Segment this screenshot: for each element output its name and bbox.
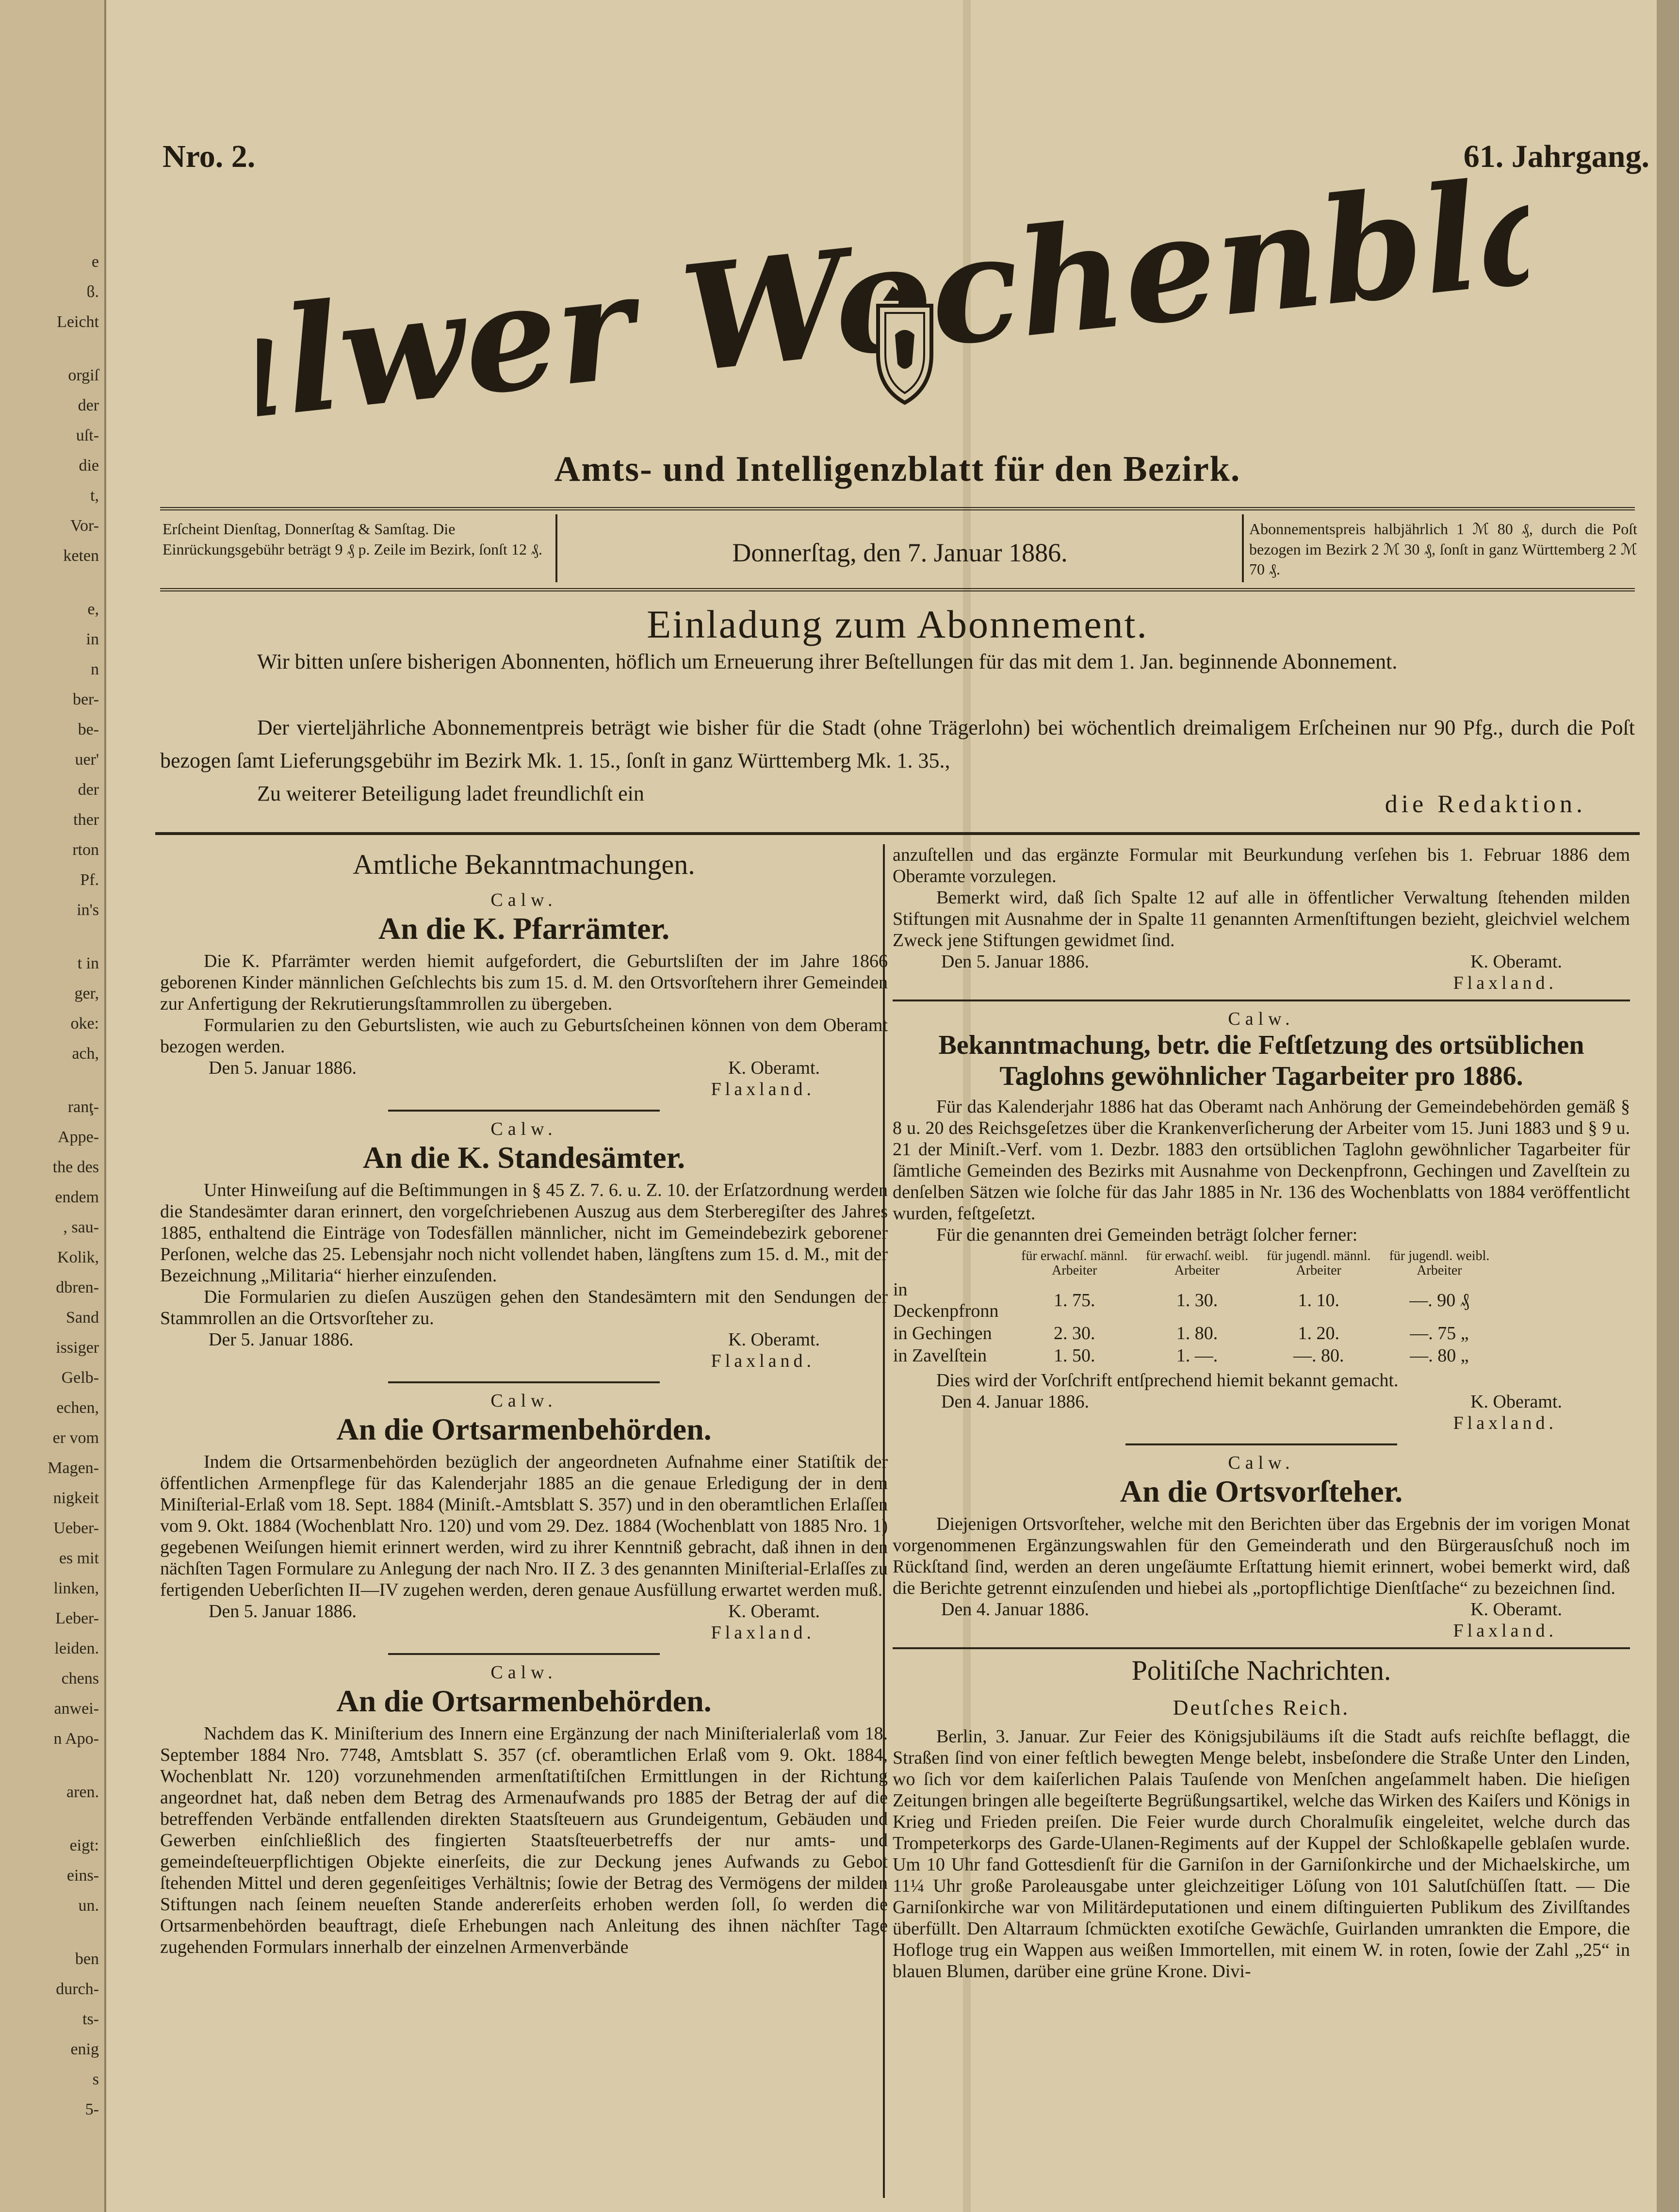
table-row bbox=[893, 1278, 1499, 1322]
adjacent-page-fragment: dbren- bbox=[56, 1278, 99, 1296]
info-divider bbox=[555, 514, 557, 582]
notice-date: Den 5. Januar 1886. bbox=[209, 1601, 357, 1622]
table-cell: 1. 20. bbox=[1298, 1323, 1339, 1344]
dateline-place: Calw. bbox=[490, 1119, 557, 1139]
adjacent-page-fragment: s bbox=[92, 2070, 99, 2088]
column-right bbox=[893, 844, 1630, 2203]
table-cell: —. 90 ₰ bbox=[1409, 1290, 1469, 1311]
adjacent-page-fragment: e bbox=[91, 253, 99, 271]
adjacent-page-fragment: eigt: bbox=[69, 1836, 99, 1854]
adjacent-page-fragment: chens bbox=[61, 1670, 99, 1688]
table-cell: in Deckenpfronn bbox=[893, 1279, 999, 1321]
notice-date: Den 5. Januar 1886. bbox=[209, 1058, 357, 1078]
adjacent-page-fragment: Leber- bbox=[55, 1609, 99, 1627]
news-paragraph: Berlin, 3. Januar. Zur Feier des Königsjubiläums iſt die Stadt aufs reichſte beflaggt, die Straßen ſind von einer feſtlich bewegten Menge belebt, insbeſondere die Straße Unter den Linden, wo ſich vor dem kaiſerlichen Palais Tauſende von Menſchen angeſammelt haben. Die hieſigen Zeitungen bringen alle begeiſterte Begrüßungsartikel, welche das Wirken des Kaiſers und Königs in Krieg und Frieden preiſen. Die Feier wurde durch Choralmuſik eingeleitet, welche durch das Trompeterkorps des Garde-Ulanen-Regiments auf der Kuppel der Schloßkapelle geblaſen wurde. Um 10 Uhr fand Gottesdienſt für die Garniſon in der Garniſonkirche und der Michaelskirche, um 11¼ Uhr große Paroleausgabe unter gleichzeitiger Löſung von 101 Salutſchüſſen ſtatt. — Die Garniſonkirche war von Militärdeputationen und einem diſtinguierten Publikum des Zivilſtandes überfüllt. Den Altarraum ſchmückten exotiſche Gewächſe, Guirlanden umrankten die Empore, die Hofloge trug ein Wappen aus weißen Immortellen, mit einem W. in roten, ſowie der Zahl „25“ in blauen Blumen, darüber eine grüne Krone. Divi- bbox=[893, 1726, 1630, 1982]
invitation-paragraph: Der vierteljährliche Abonnementpreis beträgt wie bisher für die Stadt (ohne Trägerlohn) bei wöchentlich dreimaligem Erſcheinen nur 90 Pfg., durch die Poſt bezogen ſamt Lieferungsgebühr im Bezirk Mk. 1. 15., ſonſt in ganz Württemberg Mk. 1. 35., bbox=[160, 716, 1635, 772]
notice-signer: Flaxland. bbox=[711, 1351, 815, 1371]
adjacent-page-fragment: e, bbox=[87, 600, 99, 618]
adjacent-page-fragment: in's bbox=[77, 901, 99, 919]
notice-heading: An die Ortsarmenbehörden. bbox=[336, 1412, 712, 1446]
adjacent-page-fragment: nigkeit bbox=[53, 1489, 99, 1507]
table-cell: 1. 50. bbox=[1054, 1345, 1095, 1366]
notice-signer: Flaxland. bbox=[1453, 973, 1557, 993]
adjacent-page-fragment: uſt- bbox=[76, 426, 99, 444]
adjacent-page-fragment: keten bbox=[63, 547, 99, 565]
table-cell: 1. 75. bbox=[1054, 1290, 1095, 1311]
invitation-paragraph: Wir bitten unſere bisherigen Abonnenten, höflich um Erneuerung ihrer Beſtellungen für das mit dem 1. Jan. beginnende Abonnement. bbox=[257, 650, 1398, 673]
adjacent-page-fragment: durch- bbox=[56, 1980, 99, 1998]
adjacent-page-fragment: es mit bbox=[59, 1549, 99, 1567]
adjacent-page-fragment: Ueber- bbox=[53, 1519, 99, 1537]
newspaper-page bbox=[146, 0, 1649, 2212]
notice-heading: An die K. Pfarrämter. bbox=[378, 911, 670, 946]
notice-office: K. Oberamt. bbox=[728, 1601, 820, 1622]
adjacent-page-fragment: leiden. bbox=[54, 1639, 99, 1657]
dateline-place: Calw. bbox=[1228, 1009, 1295, 1029]
issue-info-bar bbox=[160, 507, 1635, 591]
notice-signature bbox=[160, 1601, 888, 1644]
adjacent-page-fragment: Kolik, bbox=[57, 1248, 99, 1266]
adjacent-page-fragment: uer' bbox=[75, 751, 99, 769]
adjacent-page-fragment: Vor- bbox=[70, 517, 99, 535]
wage-table-header bbox=[893, 1248, 1499, 1278]
notice-paragraph: Für das Kalenderjahr 1886 hat das Oberamt nach Anhörung der Gemeindebehörden gemäß § 8 u. 20 des Reichsgeſetzes über die Krankenverſicherung der Arbeiter vom 15. Juni 1883 und § 9 u. 21 der Miniſt.-Verf. vom 1. Dezbr. 1883 den ortsüblichen Taglohn gewöhnlicher Tagarbeiter für ſämtliche Gemeinden des Bezirks mit Ausnahme von Deckenpfronn, Gechingen und Zavelſtein zu denſelben Sätzen wie ſolche für das Jahr 1885 in Nr. 136 des Wochenblatts von 1884 veröffentlicht wurden, feſtgeſetzt. bbox=[893, 1096, 1630, 1224]
adjacent-page-fragment: in bbox=[86, 630, 99, 648]
adjacent-page-fragment: Gelb- bbox=[61, 1369, 99, 1387]
notice-signer: Flaxland. bbox=[711, 1079, 815, 1099]
adjacent-page-fragment: ger, bbox=[74, 984, 99, 1002]
notice-signature bbox=[160, 1329, 888, 1373]
adjacent-page-fragment: ts- bbox=[82, 2010, 99, 2028]
section-rule bbox=[155, 832, 1640, 835]
notice-signature bbox=[893, 1599, 1630, 1642]
notice-paragraph: Dies wird der Vorſchrift entſprechend hiemit bekannt gemacht. bbox=[936, 1370, 1399, 1391]
notice-paragraph: anzuſtellen und das ergänzte Formular mit Beurkundung verſehen bis 1. Februar 1886 dem Oberamte vorzulegen. bbox=[893, 845, 1630, 886]
adjacent-page-fragment: endem bbox=[55, 1188, 99, 1206]
adjacent-page-fragment: , sau- bbox=[63, 1218, 99, 1236]
notice-signature bbox=[893, 1391, 1630, 1435]
table-cell: in Zavelſtein bbox=[893, 1345, 987, 1366]
masthead-title-art bbox=[257, 160, 1528, 461]
dateline-place: Calw. bbox=[490, 890, 557, 910]
table-cell: in Gechingen bbox=[893, 1323, 992, 1344]
page-shadow-right bbox=[1657, 0, 1679, 2212]
adjacent-page-fragment: Sand bbox=[66, 1309, 99, 1327]
notice-paragraph: Für die genannten drei Gemeinden beträgt ſolcher ferner: bbox=[936, 1224, 1358, 1245]
editorial-signature: die Redaktion. bbox=[1385, 790, 1586, 818]
adjacent-page-fragment: ranţ- bbox=[67, 1098, 99, 1116]
info-divider bbox=[1242, 514, 1244, 582]
invitation-paragraph: Zu weiterer Beteiligung ladet freundlichſt ein bbox=[257, 782, 644, 805]
adjacent-page-fragment: die bbox=[79, 457, 99, 475]
wage-header-cell: für erwachſ. männl. Arbeiter bbox=[1021, 1248, 1128, 1278]
notice-rule bbox=[388, 1381, 660, 1383]
table-cell: 1. —. bbox=[1176, 1345, 1218, 1366]
adjacent-page-fragment: orgiſ bbox=[68, 366, 99, 384]
adjacent-page-fragment: Magen- bbox=[48, 1459, 99, 1477]
dateline-place: Calw. bbox=[490, 1391, 557, 1411]
adjacent-page-fragment: aren. bbox=[66, 1783, 99, 1801]
notice-paragraph: Unter Hinweiſung auf die Beſtimmungen in § 45 Z. 7. 6. u. Z. 10. der Erſatzordnung werden die Standesämter daran erinnert, den vorgeſchriebenen Auszug aus dem Sterberegiſter des Jahres 1885, enthaltend die Einträge von Todesfällen männlicher, nicht im Gemeindebezirk geborener Perſonen, welche das 25. Lebensjahr noch nicht vollendet haben, längſtens zum 15. d. M., mit der Bezeichnung „Militaria“ hierher einzuſenden. bbox=[160, 1180, 888, 1286]
table-cell: 1. 80. bbox=[1176, 1323, 1218, 1344]
section-title: Politiſche Nachrichten. bbox=[1131, 1654, 1391, 1686]
adjacent-page-fragment: t, bbox=[90, 487, 99, 505]
masthead bbox=[257, 160, 1528, 461]
issue-date: Donnerſtag, den 7. Januar 1886. bbox=[732, 538, 1068, 567]
dateline-place: Calw. bbox=[1228, 1452, 1295, 1473]
adjacent-page-fragment: be- bbox=[78, 721, 99, 738]
adjacent-page-edge bbox=[0, 0, 106, 2212]
notice-signer: Flaxland. bbox=[1453, 1412, 1557, 1433]
table-row bbox=[893, 1322, 1499, 1344]
adjacent-page-fragment: enig bbox=[70, 2040, 99, 2058]
volume-year: 61. Jahrgang. bbox=[1463, 139, 1649, 174]
wage-header-cell bbox=[893, 1248, 1012, 1278]
notice-office: K. Oberamt. bbox=[1470, 1391, 1562, 1412]
adjacent-page-fragment: Pf. bbox=[80, 871, 99, 889]
notice-office: K. Oberamt. bbox=[728, 1329, 820, 1350]
subscription-price: Abonnementspreis halbjährlich 1 ℳ 80 ₰, durch die Poſt bezogen im Bezirk 2 ℳ 30 ₰, ſonſt in ganz Württemberg 2 ℳ 70 ₰. bbox=[1249, 520, 1637, 578]
adjacent-page-fragment: er vom bbox=[52, 1429, 99, 1447]
adjacent-page-fragment: ben bbox=[75, 1950, 99, 1968]
masthead-title: Calwer Wochenblatt bbox=[257, 160, 1528, 461]
adjacent-page-fragment: ϐ. bbox=[86, 283, 99, 301]
dateline-place: Calw. bbox=[490, 1662, 557, 1683]
adjacent-page-fragment: ber- bbox=[72, 690, 99, 708]
adjacent-page-fragment: ther bbox=[73, 811, 99, 829]
notice-signer: Flaxland. bbox=[1453, 1620, 1557, 1641]
adjacent-page-fragment: issiger bbox=[56, 1339, 99, 1357]
news-subheading: Deutſches Reich. bbox=[1173, 1695, 1350, 1720]
notice-heading: An die Ortsarmenbehörden. bbox=[336, 1684, 712, 1718]
adjacent-page-fragment: 5- bbox=[85, 2100, 99, 2118]
notice-rule bbox=[893, 1647, 1630, 1649]
notice-paragraph: Die Formularien zu dieſen Auszügen gehen den Standesämtern mit den Sendungen der Stammrollen an die Ortsvorſteher zu. bbox=[160, 1287, 888, 1328]
notice-paragraph: Diejenigen Ortsvorſteher, welche mit den Berichten über das Ergebnis der im vorigen Monat vorgenommenen Ergänzungswahlen für den Gemeinderath und den Bürgerausſchuß noch im Rückſtand ſind, werden an deren ungeſäumte Erſtattung hiemit erinnert, wobei bemerkt wird, daß die Berichte getrennt einzuſenden und hiebei als „portopflichtige Dienſtſache“ zu bezeichnen ſind. bbox=[893, 1513, 1630, 1598]
wage-table bbox=[893, 1248, 1499, 1367]
invitation-title: Einladung zum Abonnement. bbox=[647, 602, 1148, 646]
notice-heading: An die K. Standesämter. bbox=[362, 1140, 685, 1175]
adjacent-page-fragment: rton bbox=[72, 841, 99, 859]
notice-date: Den 4. Januar 1886. bbox=[941, 1599, 1089, 1620]
notice-paragraph: Formularien zu den Geburtslisten, wie auch zu Geburtsſcheinen können von dem Oberamt bezogen werden. bbox=[160, 1015, 888, 1057]
notice-heading: An die Ortsvorſteher. bbox=[1120, 1474, 1403, 1508]
adjacent-page-fragment: der bbox=[78, 396, 99, 414]
notice-signer: Flaxland. bbox=[711, 1622, 815, 1643]
notice-paragraph: Bemerkt wird, daß ſich Spalte 12 auf alle in öffentlicher Verwaltung ſtehenden milden Stiftungen mit Ausnahme der in Spalte 11 genannten Armenſtiftungen bezieht, gleichviel welchem Zweck jene Stiftungen gewidmet ſind. bbox=[893, 887, 1630, 950]
adjacent-page-fragment: eins- bbox=[66, 1867, 99, 1884]
wage-header-cell: für jugendl. männl. Arbeiter bbox=[1266, 1248, 1371, 1278]
table-cell: —. 80 „ bbox=[1410, 1345, 1469, 1366]
notice-signature bbox=[160, 1057, 888, 1101]
adjacent-page-fragment: linken, bbox=[53, 1579, 99, 1597]
issue-number: Nro. 2. bbox=[163, 139, 256, 174]
notice-paragraph: Die K. Pfarrämter werden hiemit aufgefordert, die Geburtsliſten der im Jahre 1866 geborenen Kinder männlichen Geſchlechts bis zum 15. d. M. den Ortsvorſtehern ihrer Gemeinden zur Anfertigung der Rekrutierungsſtammrollen zu übergeben. bbox=[160, 951, 888, 1014]
adjacent-page-fragment: n bbox=[91, 660, 99, 678]
notice-rule bbox=[893, 999, 1630, 1001]
notice-date: Den 4. Januar 1886. bbox=[941, 1391, 1089, 1412]
wage-header-cell: für erwachſ. weibl. Arbeiter bbox=[1145, 1248, 1249, 1278]
table-cell: 1. 10. bbox=[1298, 1290, 1339, 1311]
notice-paragraph: Nachdem das K. Miniſterium des Innern eine Ergänzung der nach Miniſterialerlaß vom 18. September 1884 Nro. 7748, Amtsblatt S. 357 (cf. oberamtlichen Erlaß vom 9. Okt. 1884, Wochenblatt Nr. 120) vorzunehmenden armenſtatiſtiſchen Ermittlungen in der Richtung angeordnet hat, daß neben dem Betrag des Armenaufwands pro 1885 der Betrag der auf die betreffenden Verbände entfallenden direkten Staatsſteuern aus Grundeigentum, Gebäuden und Gewerben einſchließlich des fingierten Staatsſteuerbetreffs der nur amts- und gemeindeſteuerpflichtigen Objekte einerſeits, die zur Deckung jenes Aufwands zu Gebot ſtehenden Mittel und deren gegenſeitiges Verhältnis; ſowie der Betrag des Vermögens der milden Stiftungen nach ſeinem neueſten Stande andererſeits erhoben werden ſoll, ſo werden die Ortsarmenbehörden beauftragt, dieſe Erhebungen nach Anleitung des ihnen nächſter Tage zugehenden Formulars innerhalb der einzelnen Armenverbände bbox=[160, 1723, 888, 1957]
notice-heading: Bekanntmachung, betr. die Feſtſetzung des ortsüblichen Taglohns gewöhnlicher Tagarbeiter pro 1886. bbox=[938, 1030, 1584, 1092]
adjacent-page-fragment: Appe- bbox=[58, 1128, 99, 1146]
notice-office: K. Oberamt. bbox=[1470, 1599, 1562, 1620]
adjacent-page-fragment: un. bbox=[78, 1897, 99, 1915]
notice-paragraph: Indem die Ortsarmenbehörden bezüglich der angeordneten Aufnahme einer Statiſtik der öffentlichen Armenpflege für das Kalenderjahr 1885 an die genaue Erledigung der in dem Miniſterial-Erlaß vom 18. Sept. 1884 (Miniſt.-Amtsblatt S. 357) und in den oberamtlichen Erlaſſen vom 9. Okt. 1884 (Wochenblatt Nro. 120) und vom 29. Dez. 1884 (Wochenblatt von 1885 Nro. 1) gegebenen Weiſungen hiemit erinnert werden, wird zu ihrer Kenntniß gebracht, daß ihnen in den nächſten Tagen Formulare zu Anlegung der nach Nro. II Z. 3 des genannten Miniſterial-Erlaſſes zu fertigenden Ueberſichten II—IV zugehen werden, deren genaue Ausfüllung erwartet werden muß. bbox=[160, 1452, 888, 1600]
notice-office: K. Oberamt. bbox=[728, 1058, 820, 1078]
notice-rule bbox=[388, 1653, 660, 1655]
table-row bbox=[893, 1344, 1499, 1367]
adjacent-page-fragment: t in bbox=[77, 954, 99, 972]
table-cell: —. 75 „ bbox=[1410, 1323, 1469, 1344]
adjacent-page-fragment: n Apo- bbox=[53, 1730, 99, 1748]
adjacent-page-fragment: echen, bbox=[56, 1399, 99, 1417]
notice-rule bbox=[388, 1110, 660, 1112]
publication-schedule: Erſcheint Dienſtag, Donnerſtag & Samſtag. Die Einrückungsgebühr beträgt 9 ₰ p. Zeile im Bezirk, ſonſt 12 ₰. bbox=[163, 520, 542, 558]
notice-date: Den 5. Januar 1886. bbox=[941, 951, 1089, 972]
notice-rule bbox=[1125, 1443, 1397, 1445]
table-cell: 2. 30. bbox=[1054, 1323, 1095, 1344]
adjacent-page-fragment: the des bbox=[52, 1158, 99, 1176]
adjacent-page-fragment: Leicht bbox=[57, 313, 99, 331]
adjacent-page-fragment: anwei- bbox=[54, 1700, 99, 1718]
notice-office: K. Oberamt. bbox=[1470, 951, 1562, 972]
section-title: Amtliche Bekanntmachungen. bbox=[353, 849, 695, 880]
table-cell: 1. 30. bbox=[1176, 1290, 1218, 1311]
notice-signature bbox=[893, 951, 1630, 995]
adjacent-page-fragment: ach, bbox=[72, 1045, 99, 1063]
adjacent-page-fragment: oke: bbox=[70, 1015, 99, 1032]
masthead-subtitle: Amts- und Intelligenzblatt für den Bezirk. bbox=[554, 449, 1241, 489]
column-left bbox=[160, 844, 888, 2203]
notice-date: Der 5. Januar 1886. bbox=[209, 1329, 354, 1350]
coat-of-arms-emblem bbox=[878, 286, 931, 403]
table-cell: —. 80. bbox=[1293, 1345, 1344, 1366]
adjacent-page-fragment: der bbox=[78, 781, 99, 799]
wage-header-cell: für jugendl. weibl. Arbeiter bbox=[1389, 1248, 1490, 1278]
